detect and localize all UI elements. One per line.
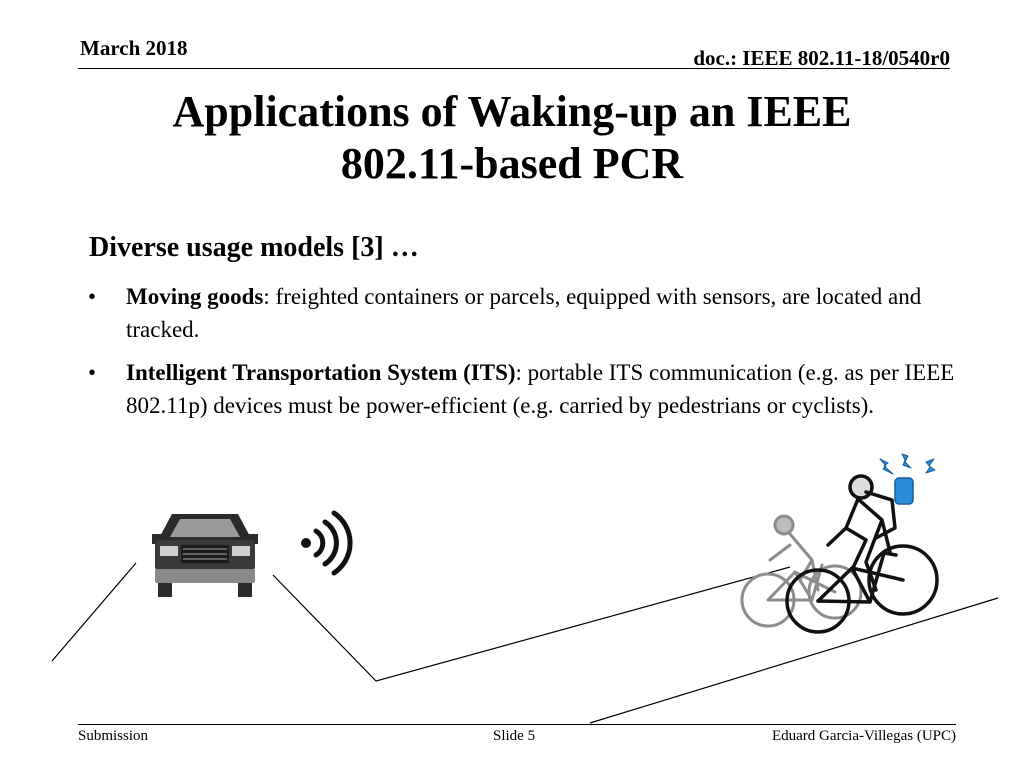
header-doc-id: doc.: IEEE 802.11-18/0540r0 bbox=[693, 46, 950, 70]
bullet-text: : portable ITS communication (e.g. as per IEEE 802.11p) devices must be power-efficient (e.g. carried by pedestrians or cyclists). bbox=[126, 360, 955, 418]
signal-bolts bbox=[880, 454, 935, 474]
footer-divider bbox=[78, 724, 956, 725]
footer-submission: Submission bbox=[78, 728, 149, 744]
section-heading: Diverse usage models [3] … bbox=[89, 232, 419, 263]
slide-title-line-1: Applications of Waking-up an IEEE bbox=[172, 87, 852, 136]
wireless-signal-icon bbox=[301, 513, 350, 573]
bullet-bold-term: Moving goods bbox=[126, 284, 264, 309]
header-date: March 2018 bbox=[80, 36, 188, 60]
road-lines bbox=[52, 563, 998, 723]
footer-author: Eduard Garcia-Villegas (UPC) bbox=[771, 728, 956, 744]
footer-slide-number: Slide 5 bbox=[493, 728, 536, 744]
truck-front-icon bbox=[152, 514, 258, 597]
bullet-marker: • bbox=[88, 284, 97, 309]
bullet-marker: • bbox=[88, 360, 97, 385]
slide-title-line-2: 802.11-based PCR bbox=[340, 139, 684, 188]
bullet-text: : freighted containers or parcels, equipped with sensors, are located and tracked. bbox=[126, 284, 922, 342]
cyclists-icon bbox=[742, 454, 937, 632]
bullet-bold-term: Intelligent Transportation System (ITS) bbox=[126, 360, 516, 385]
its-device bbox=[895, 478, 913, 504]
